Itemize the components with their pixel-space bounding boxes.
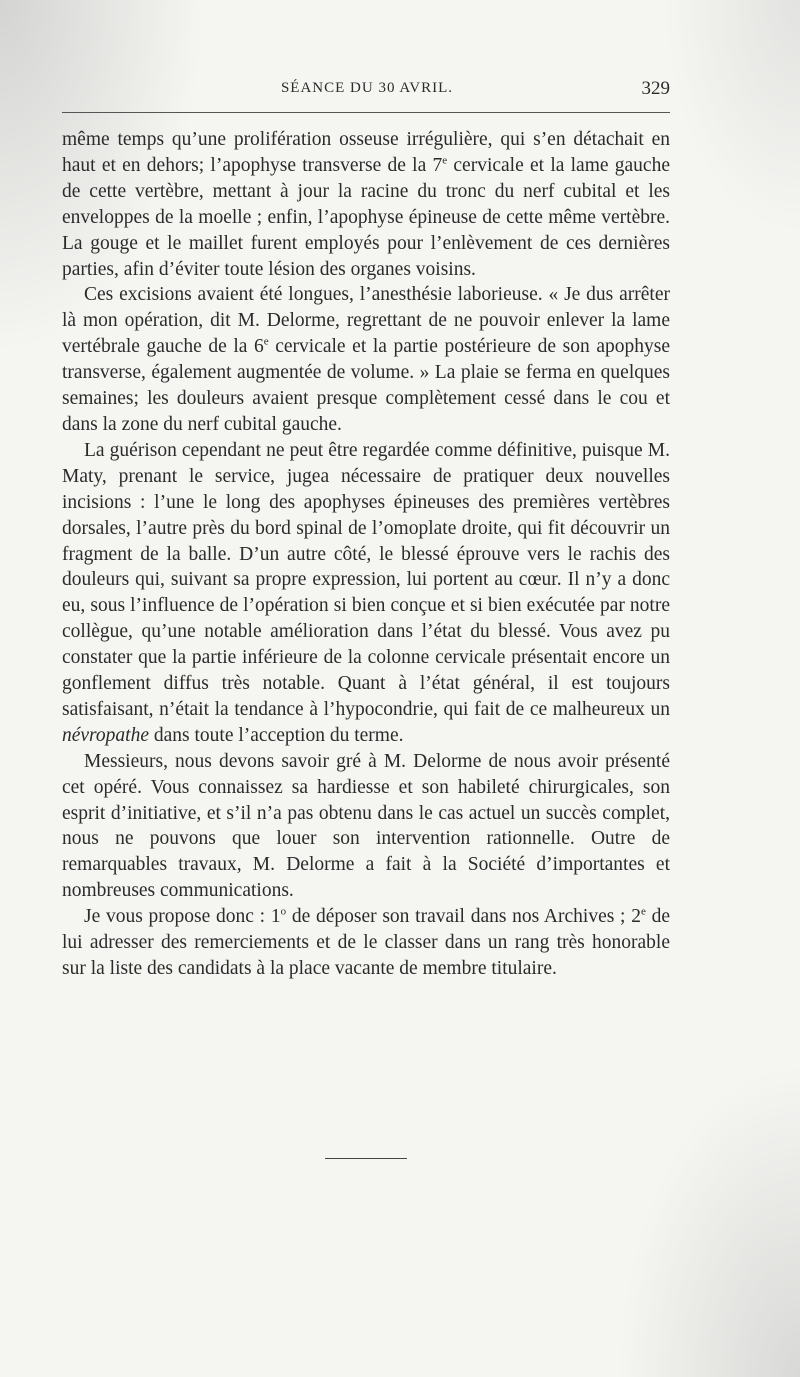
italic-word: névropathe: [62, 724, 149, 746]
superscript: o: [280, 905, 287, 918]
page-header: [62, 80, 672, 108]
text-segment: Messieurs, nous devons savoir gré à M. Delorme de nous avoir présenté cet opéré. Vous connaissez sa hardiesse et son habileté chirurgicales, son esprit d’initiative, et s’il n’a pas obtenu dans le cas actuel un succès complet, nous ne pouvons que louer son intervention rationnelle. Outre de remarquables travaux, M. Delorme a fait à la Société d’importantes et nombreuses communications.: [62, 750, 670, 902]
paragraph-5: [62, 904, 670, 982]
superscript: e: [640, 905, 646, 918]
superscript: e: [442, 154, 448, 167]
text-segment: La guérison cependant ne peut être regardée comme définitive, puisque M. Maty, prenant le service, jugea nécessaire de pratiquer deux nouvelles incisions : l’une le long des apophyses épineuses des premières vertèbres dorsales, l’autre près du bord spinal de l’omoplate droite, qui fit découvrir un fragment de la balle. D’un autre côté, le blessé éprouve vers le rachis des douleurs qui, suivant sa propre expression, lui portent au cœur. Il n’y a donc eu, sous l’influence de l’opération si bien conçue et si bien exécutée par notre collègue, qu’une notable amélioration dans l’état du blessé. Vous avez pu constater que la partie inférieure de la colonne cervicale présentait encore un gonflement diffus très notable. Quant à l’état général, il est toujours satisfaisant, n’était la tendance à l’hypocondrie, qui fait de ce malheureux un: [62, 439, 670, 720]
text-segment: Je vous propose donc : 1: [84, 906, 281, 928]
end-rule: [325, 1158, 407, 1159]
running-title: SÉANCE DU 30 AVRIL.: [280, 80, 454, 96]
text-segment: de déposer son travail dans nos Archives ; 2: [286, 906, 641, 928]
paragraph-3: [62, 438, 670, 749]
body-text: [62, 127, 670, 982]
text-segment: cervicale et la lame gauche de cette vertèbre, mettant à jour la racine du tronc du nerf cubital et les enveloppes de la moelle ; enfin, l’apophyse épineuse de cette même vertèbre. La gouge et le maillet furent employés pour l’enlèvement de ces dernières parties, afin d’éviter toute lésion des organes voisins.: [62, 154, 670, 280]
page-number: 329: [641, 78, 670, 99]
text-segment: de lui adresser des remerciements et de le classer dans un rang très honorable sur la liste des candidats à la place vacante de membre titulaire.: [62, 906, 670, 979]
superscript: e: [263, 335, 269, 348]
text-segment: dans toute l’acception du terme.: [149, 724, 404, 746]
header-rule: [62, 112, 670, 113]
text-segment: Ces excisions avaient été longues, l’anesthésie laborieuse. « Je dus arrêter là mon opération, dit M. Delorme, regrettant de ne pouvoir enlever la lame vertébrale gauche de la 6: [62, 284, 670, 358]
paragraph-4: [62, 749, 670, 904]
text-segment: même temps qu’une prolifération osseuse irrégulière, qui s’en détachait en haut et en dehors; l’apophyse transverse de la 7: [62, 129, 670, 176]
paragraph-2: [62, 282, 670, 437]
text-segment: cervicale et la partie postérieure de son apophyse transverse, également augmentée de volume. » La plaie se ferma en quelques semaines; les douleurs avaient presque complètement cessé dans le cou et dans la zone du nerf cubital gauche.: [62, 336, 670, 435]
paragraph-1: [62, 127, 670, 282]
